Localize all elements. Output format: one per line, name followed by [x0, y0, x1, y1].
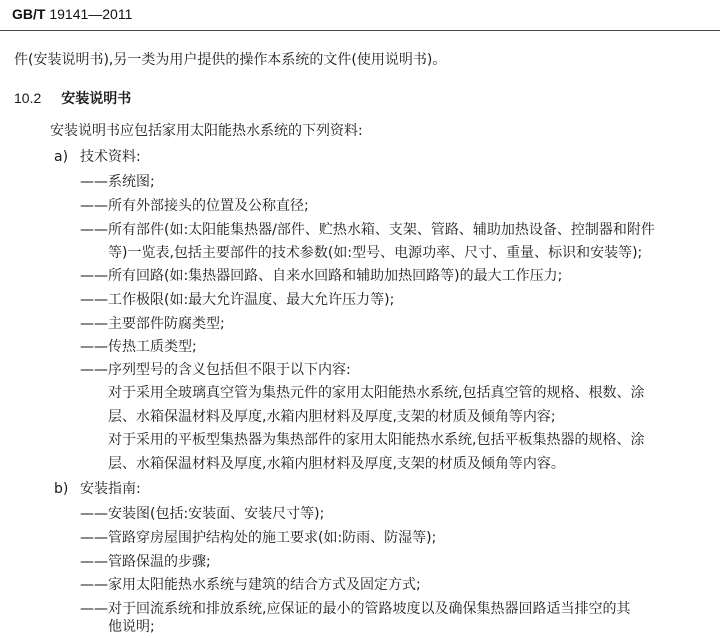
item-b-title: 安装指南:	[80, 481, 141, 497]
list-item-detail: 层、水箱保温材料及厚度,水箱内胆材料及厚度,支架的材质及倾角等内容。	[108, 456, 565, 472]
list-item-continuation: 他说明;	[108, 619, 155, 635]
standard-header	[12, 6, 132, 22]
list-item: ——管路穿房屋围护结构处的施工要求(如:防雨、防湿等);	[80, 530, 437, 546]
list-item: ——管路保温的步骤;	[80, 554, 211, 570]
list-item: ——所有部件(如:太阳能集热器/部件、贮热水箱、支架、管路、辅助加热设备、控制器和附件	[80, 222, 655, 238]
continuation-text: 件(安装说明书),另一类为用户提供的操作本系统的文件(使用说明书)。	[14, 52, 447, 68]
section-intro: 安装说明书应包括家用太阳能热水系统的下列资料:	[50, 123, 363, 139]
list-item: ——主要部件防腐类型;	[80, 316, 225, 332]
section-title: 安装说明书	[61, 91, 132, 107]
section-heading	[14, 88, 131, 109]
list-item: ——系统图;	[80, 174, 155, 190]
list-item: ——安装图(包括:安装面、安装尺寸等);	[80, 506, 325, 522]
list-item: ——传热工质类型;	[80, 339, 197, 355]
list-item: ——对于回流系统和排放系统,应保证的最小的管路坡度以及确保集热器回路适当排空的其	[80, 601, 631, 617]
list-item-detail: 层、水箱保温材料及厚度,水箱内胆材料及厚度,支架的材质及倾角等内容;	[108, 409, 556, 425]
item-a-label: a)	[54, 149, 69, 165]
list-item: ——家用太阳能热水系统与建筑的结合方式及固定方式;	[80, 577, 421, 593]
list-item: ——工作极限(如:最大允许温度、最大允许压力等);	[80, 292, 395, 308]
list-item-detail: 对于采用全玻璃真空管为集热元件的家用太阳能热水系统,包括真空管的规格、根数、涂	[108, 385, 645, 401]
standard-number: 19141—2011	[49, 6, 133, 22]
list-item: ——所有外部接头的位置及公称直径;	[80, 198, 309, 214]
item-a-heading	[54, 147, 141, 167]
item-b-heading	[54, 479, 141, 499]
list-item: ——序列型号的含义包括但不限于以下内容:	[80, 362, 351, 378]
item-b-label: b)	[54, 481, 69, 497]
section-number: 10.2	[14, 90, 42, 106]
standard-code: GB/T	[12, 6, 46, 22]
header-divider	[0, 30, 720, 31]
list-item-detail: 对于采用的平板型集热器为集热部件的家用太阳能热水系统,包括平板集热器的规格、涂	[108, 432, 645, 448]
item-a-title: 技术资料:	[80, 149, 141, 165]
list-item: ——所有回路(如:集热器回路、自来水回路和辅助加热回路等)的最大工作压力;	[80, 268, 563, 284]
list-item-continuation: 等)一览表,包括主要部件的技术参数(如:型号、电源功率、尺寸、重量、标识和安装等);	[108, 245, 643, 261]
